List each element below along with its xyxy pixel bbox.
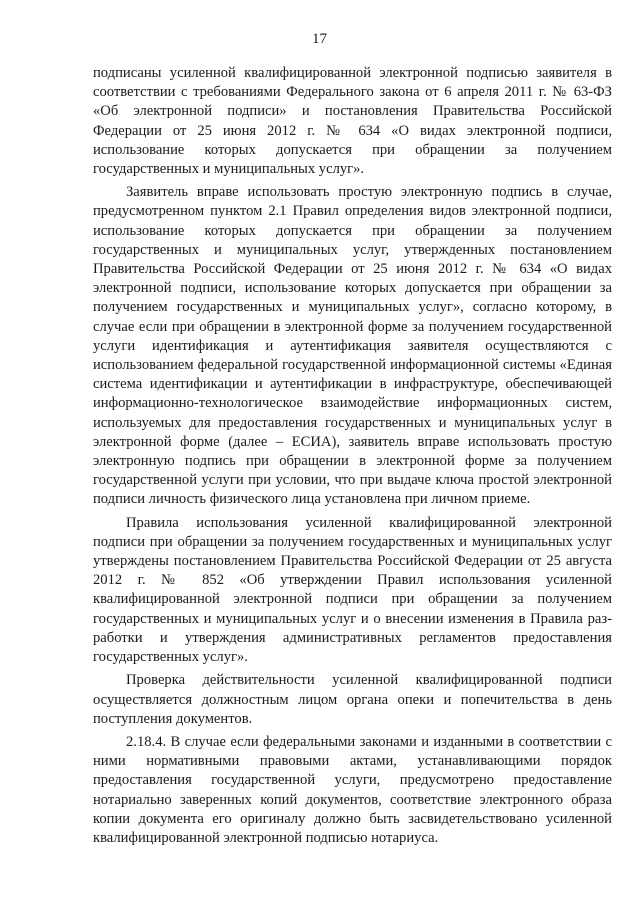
- paragraph-simple-signature: Заявитель вправе использовать простую электронную подпись в случае, предусмотренном пунктом 2.1 Правил определения видов электронной подписи, использование которых допускается при обращении за получением государственных и муниципальных услуг, утвержденных постановлением Правительства Российской Федерации от 25 июня 2012 г. № 634 «О видах электронной подписи, использование которых допускается при обращении за получением государственных и муниципальных услуг», согласно которому, в случае если при обращении в электронной форме за получением государственной услуги идентификация и аутентификация заявителя осуществляются с использованием федеральной государственной информационной системы «Единая система идентификации и аутентификации в инфраструктуре, обеспечивающей информационно-технологическое взаимодействие информационных систем, используемых для предоставления государственных и муниципальных услуг в электронной форме (далее – ЕСИА), заявитель вправе использовать простую электронную подпись при обращении в электронной форме за получением государственной услуги при условии, что при выдаче ключа простой электронной подписи личность физического лица установлена при личном приеме.: [93, 184, 612, 508]
- page-number: 17: [312, 31, 327, 47]
- document-body: [93, 64, 612, 852]
- paragraph-signature-verification: Проверка действительности усиленной квалифицированной подписи осуществляется должностным лицом органа опеки и попечительства в день поступления документов.: [93, 672, 612, 727]
- paragraph-qualified-signature-rules: Правила использования усиленной квалифицированной электронной подписи при обращении за получением государственных и муниципальных услуг утверждены постановлением Правительства Российской Федерации от 25 августа 2012 г. № 852 «Об утверждении Правил использования усиленной квалифицированной электронной подписи при обращении за получением государственных и муниципальных услуг и о внесении изменения в Правила раз-работки и утверждения административных регламентов предоставления государственных услуг».: [93, 514, 612, 666]
- paragraph-signature-requirements: подписаны усиленной квалифицированной электронной подписью заявителя в соответствии с требованиями Федерального закона от 6 апреля 2011 г. № 63-ФЗ «Об электронной подписи» и постановления Правительства Российской Федерации от 25 июня 2012 г. № 634 «О видах электронной подписи, использование которых допускается при обращении за получением государственных и муниципальных услуг».: [93, 65, 612, 178]
- paragraph-notarized-copies: 2.18.4. В случае если федеральными законами и изданными в соответствии с ними нормативными правовыми актами, устанавливающими порядок предоставления государственной услуги, предусмотрено предоставление нотариально заверенных копий документов, соответствие электронного образа копии документа его оригиналу должно быть засвидетельствовано усиленной квалифицированной электронной подписью нотариуса.: [93, 733, 612, 846]
